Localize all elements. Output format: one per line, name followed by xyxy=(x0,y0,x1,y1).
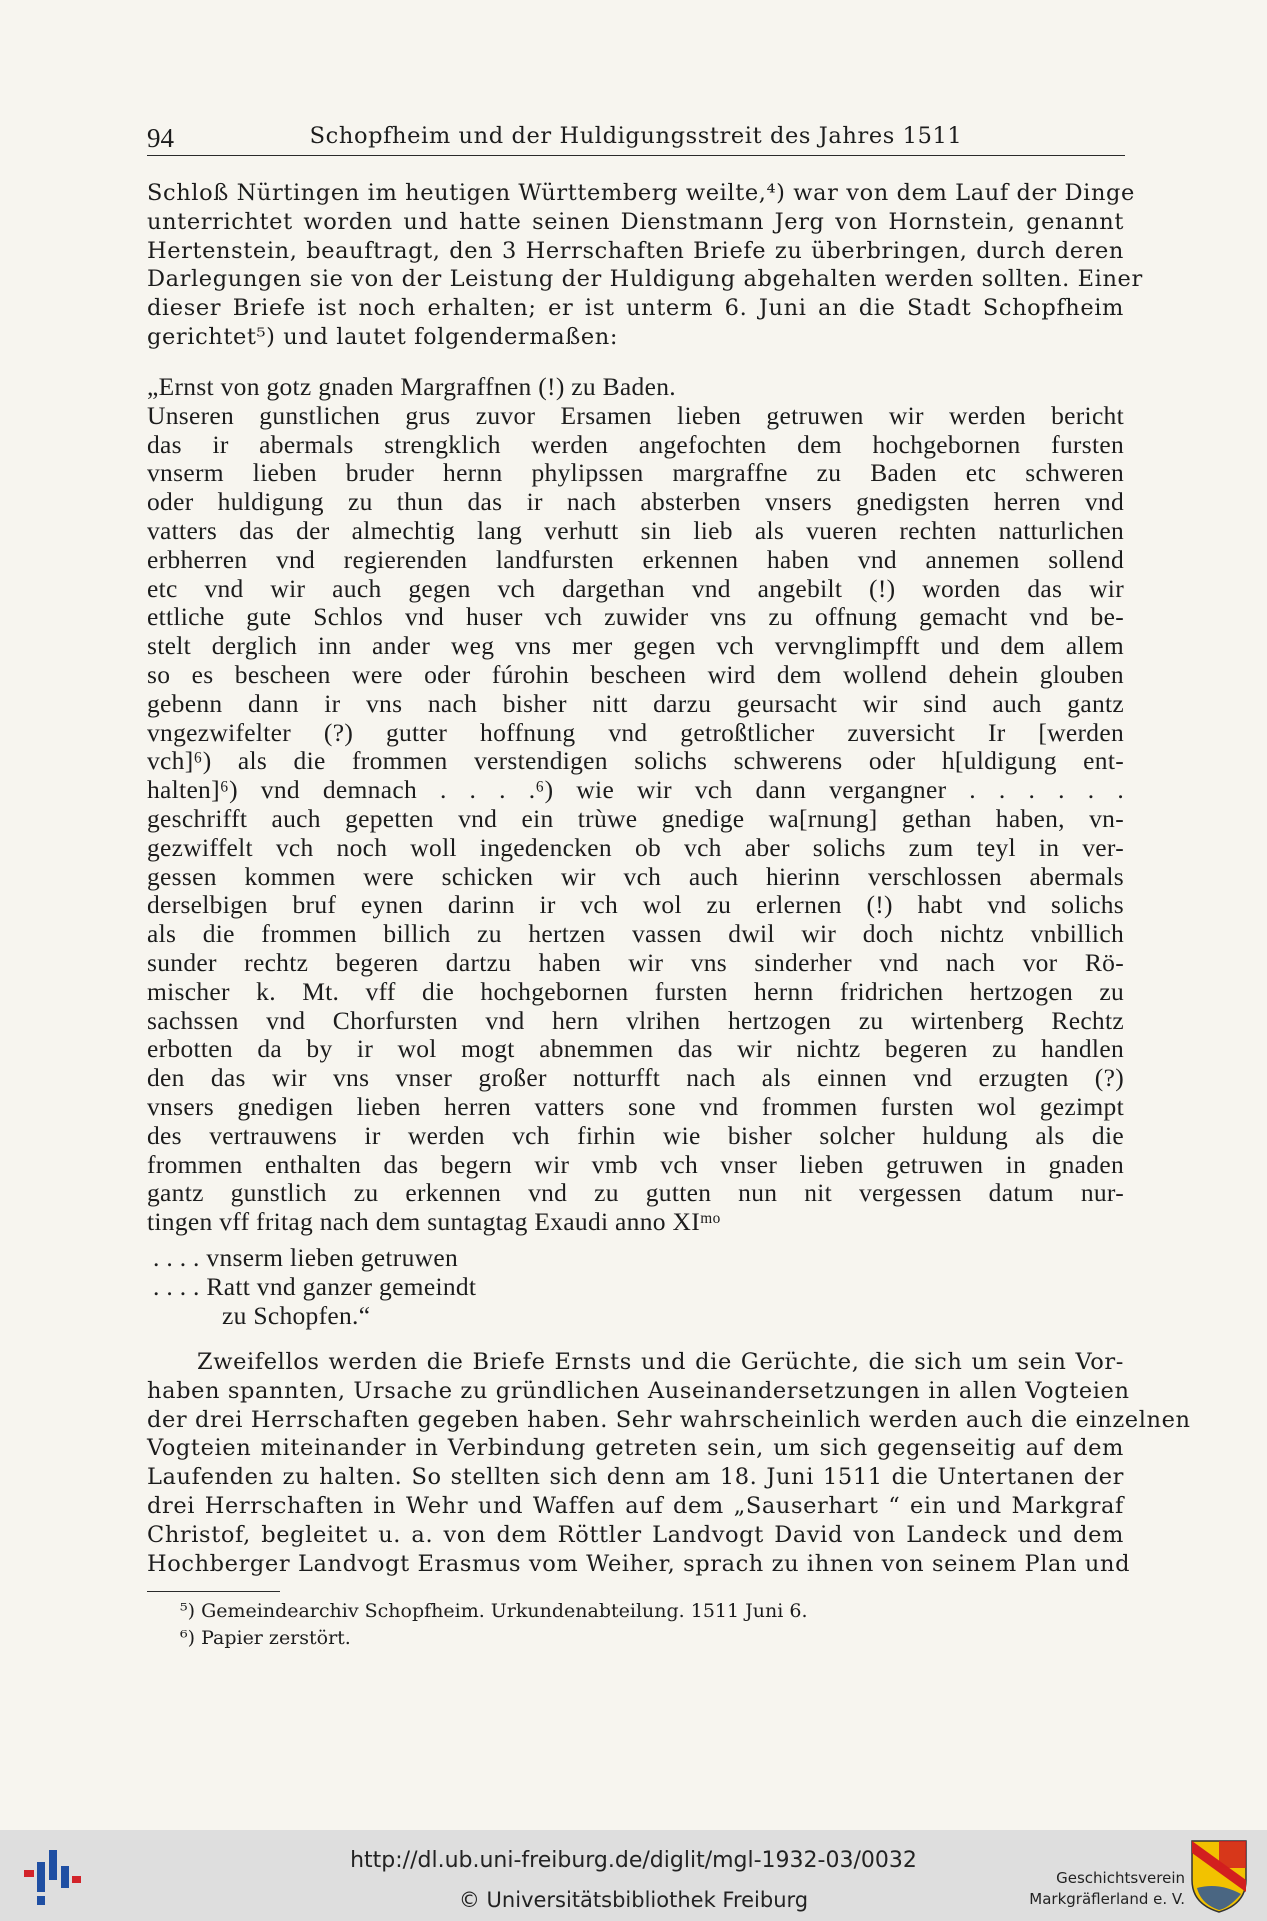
address-line: . . . . vnserm lieben getruwen xyxy=(153,1243,459,1272)
letter-line: sunder rechtz begeren dartzu haben wir vns sinderher vnd nach vor Rö- xyxy=(147,947,1124,977)
letter-line: etc vnd wir auch gegen vch dargethan vnd angebilt (!) worden das wir xyxy=(147,573,1124,603)
letter-line: tingen vff fritag nach dem suntagtag Exaudi anno XIᵐᵒ xyxy=(147,1207,721,1237)
quoted-letter xyxy=(147,373,1124,1237)
letter-line: den das wir vns vnser großer notturfft nach als einnen vnd erzugten (?) xyxy=(147,1063,1124,1093)
letter-line: vch]⁶) als die frommen verstendigen solichs schwerens oder h[uldigung ent- xyxy=(147,746,1124,776)
letter-line: so es bescheen were oder fúrohin bescheen wird dem wollend dehein glouben xyxy=(147,659,1124,689)
letter-line: ettliche gute Schlos vnd huser vch zuwider vns zu offnung gemacht vnd be- xyxy=(147,602,1124,632)
letter-line: Unseren gunstlichen grus zuvor Ersamen lieben getruwen wir werden bericht xyxy=(147,400,1124,430)
text-line: der drei Herrschaften gegeben haben. Sehr wahrscheinlich werden auch die einzelnen xyxy=(147,1406,1191,1433)
paragraph-intro xyxy=(147,179,1143,352)
letter-line: vnsers gnedigen lieben herren vatters sone vnd frommen fursten wol gezimpt xyxy=(147,1091,1124,1121)
letter-line: gantz gunstlich zu erkennen vnd zu gutten nun nit vergessen datum nur- xyxy=(147,1178,1124,1208)
letter-line: gessen kommen were schicken wir vch auch hierinn verschlossen abermals xyxy=(147,861,1124,891)
letter-line: derselbigen bruf eynen darinn ir vch wol zu erlernen (!) habt vnd solichs xyxy=(147,890,1124,920)
letter-line: erbotten da by ir wol mogt abnemmen das wir nichtz begeren zu handlen xyxy=(147,1034,1124,1064)
address-line: . . . . Ratt vnd ganzer gemeindt xyxy=(153,1271,477,1301)
text-line: Laufenden zu halten. So stellten sich denn am 18. Juni 1511 die Untertanen der xyxy=(147,1464,1124,1491)
text-line: Darlegungen sie von der Leistung der Huldigung abgehalten werden sollten. Einer xyxy=(147,266,1143,293)
letter-line: „Ernst von gotz gnaden Margraffnen (!) zu Baden. xyxy=(147,372,676,401)
letter-address xyxy=(147,1244,1124,1330)
letter-line: als die frommen billich zu hertzen vassen dwil wir doch nichtz vnbillich xyxy=(147,919,1124,949)
society-name-line: Markgräflerland e. V. xyxy=(1029,1890,1185,1908)
text-line: dieser Briefe ist noch erhalten; er ist unterm 6. Juni an die Stadt Schopfheim xyxy=(147,295,1124,322)
letter-line: frommen enthalten das begern wir vmb vch vnser lieben getruwen in gnaden xyxy=(147,1149,1124,1179)
letter-line: gebenn dann ir vns nach bisher nitt darzu geursacht wir sind auch gantz xyxy=(147,688,1124,718)
markgraeflerland-crest-icon xyxy=(1189,1838,1249,1914)
address-line: zu Schopfen.“ xyxy=(222,1300,371,1330)
page-header xyxy=(147,119,1125,159)
letter-line: gezwiffelt vch noch woll ingedencken ob vch aber solichs zum teyl in ver- xyxy=(147,832,1124,862)
viewer-footer xyxy=(0,1830,1267,1921)
text-line: Zweifellos werden die Briefe Ernsts und die Gerüchte, die sich um sein Vor- xyxy=(197,1349,1124,1375)
running-head: Schopfheim und der Huldigungsstreit des Jahres 1511 xyxy=(309,123,963,149)
footnote: ⁵) Gemeindearchiv Schopfheim. Urkundenabteilung. 1511 Juni 6. xyxy=(180,1600,808,1622)
letter-line: erbherren vnd regierenden landfursten erkennen haben vnd annemen sollend xyxy=(147,544,1124,574)
footnote: ⁶) Papier zerstört. xyxy=(180,1627,351,1649)
letter-line: halten]⁶) vnd demnach . . . .⁶) wie wir vch dann vergangner . . . . . . xyxy=(147,775,1124,805)
letter-line: vnserm lieben bruder hernn phylipssen margraffne zu Baden etc schweren xyxy=(147,458,1124,488)
footnote-rule xyxy=(147,1591,280,1592)
text-line: gerichtet⁵) und lautet folgendermaßen: xyxy=(147,323,619,350)
text-line: Vogteien miteinander in Verbindung getreten sein, um sich gegenseitig auf dem xyxy=(147,1435,1124,1462)
page-number: 94 xyxy=(147,123,174,153)
letter-line: geschrifft auch gepetten vnd ein trùwe gnedige wa[rnung] gethan haben, vn- xyxy=(147,803,1124,833)
text-line: Hochberger Landvogt Erasmus vom Weiher, sprach zu ihnen von seinem Plan und xyxy=(147,1550,1131,1577)
paragraph-body xyxy=(147,1348,1191,1578)
text-line: Hertenstein, beauftragt, den 3 Herrschaften Briefe zu überbringen, durch deren xyxy=(147,237,1124,264)
text-line: drei Herrschaften in Wehr und Waffen auf dem „Sauserhart “ ein und Markgraf xyxy=(147,1492,1124,1519)
society-name xyxy=(1029,1868,1185,1910)
letter-line: oder huldigung zu thun das ir nach absterben vnsers gnedigsten herren vnd xyxy=(147,487,1124,517)
letter-line: sachssen vnd Chorfursten vnd hern vlrihen hertzogen zu wirtenberg Rechtz xyxy=(147,1005,1124,1035)
copyright-notice: © Universitätsbibliothek Freiburg xyxy=(458,1888,809,1912)
text-line: unterrichtet worden und hatte seinen Dienstmann Jerg von Hornstein, genannt xyxy=(147,208,1124,235)
letter-line: stelt derglich inn ander weg vns mer gegen vch vervnglimpfft und dem allem xyxy=(147,631,1124,661)
letter-line: vngezwifelter (?) gutter hoffnung vnd getroßtlicher zuversicht Ir [werden xyxy=(147,717,1124,747)
letter-line: das ir abermals strengklich werden angefochten dem hochgebornen fursten xyxy=(147,429,1124,459)
society-name-line: Geschichtsverein xyxy=(1056,1869,1185,1887)
footnotes xyxy=(180,1598,807,1652)
text-line: Schloß Nürtingen im heutigen Württemberg weilte,⁴) war von dem Lauf der Dinge xyxy=(147,180,1135,206)
header-rule xyxy=(147,155,1125,156)
text-line: haben spannten, Ursache zu gründlichen Auseinandersetzungen in allen Vogteien xyxy=(147,1377,1130,1404)
document-url-link[interactable]: http://dl.ub.uni-freiburg.de/diglit/mgl-1932-03/0032 xyxy=(350,1848,917,1873)
text-line: Christof, begleitet u. a. von dem Röttler Landvogt David von Landeck und dem xyxy=(147,1521,1124,1548)
letter-line: des vertrauwens ir werden vch firhin wie bisher solcher huldung als die xyxy=(147,1120,1124,1150)
letter-line: vatters das der almechtig lang verhutt sin lieb als vueren rechten natturlichen xyxy=(147,515,1124,545)
letter-line: mischer k. Mt. vff die hochgebornen fursten hernn fridrichen hertzogen zu xyxy=(147,976,1124,1006)
